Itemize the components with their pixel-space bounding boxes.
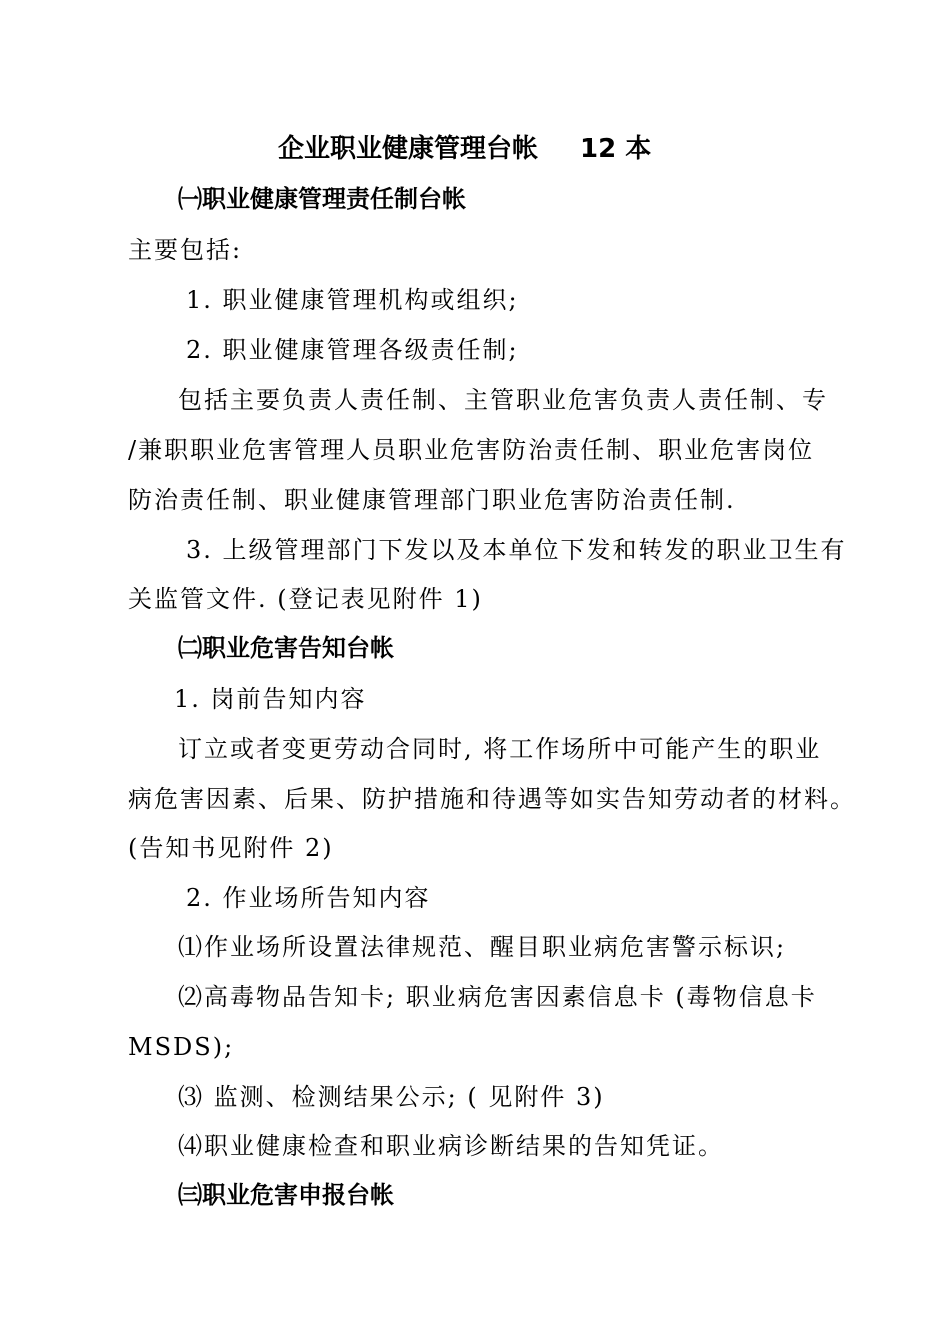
section2-heading: ㈡职业危害告知台帐	[178, 634, 394, 662]
section3-heading: ㈢职业危害申报台帐	[178, 1181, 394, 1209]
section1-para-line3: 防治责任制、职业健康管理部门职业危害防治责任制.	[128, 486, 736, 514]
section1-para-line2: /兼职职业危害管理人员职业危害防治责任制、职业危害岗位	[128, 436, 815, 464]
section1-intro: 主要包括:	[128, 236, 243, 264]
section1-heading: ㈠职业健康管理责任制台帐	[178, 185, 466, 213]
section1-para-line1: 包括主要负责人责任制、主管职业危害负责人责任制、专	[178, 386, 828, 414]
section2-point4: ⑷职业健康检查和职业病诊断结果的告知凭证。	[178, 1132, 724, 1160]
section2-sub2: 2. 作业场所告知内容	[186, 884, 431, 912]
title-count: 12 本	[580, 134, 652, 164]
document-title	[278, 136, 651, 162]
section2-sub1-line3: (告知书见附件 2)	[128, 834, 334, 862]
section2-sub1-line2: 病危害因素、后果、防护措施和待遇等如实告知劳动者的材料。	[128, 785, 856, 813]
section2-point1: ⑴作业场所设置法律规范、醒目职业病危害警示标识;	[178, 933, 787, 961]
section2-point2-line2: MSDS);	[128, 1033, 235, 1061]
section2-point3: ⑶ 监测、检测结果公示; ( 见附件 3)	[178, 1083, 605, 1111]
section2-point2-line1: ⑵高毒物品告知卡; 职业病危害因素信息卡 (毒物信息卡	[178, 983, 817, 1011]
section1-item3-line2: 关监管文件. (登记表见附件 1)	[128, 585, 483, 613]
section2-sub1-line1: 订立或者变更劳动合同时, 将工作场所中可能产生的职业	[178, 735, 822, 763]
title-text: 企业职业健康管理台帐	[278, 134, 539, 164]
section1-item1: 1. 职业健康管理机构或组织;	[186, 286, 519, 314]
section2-sub1: 1. 岗前告知内容	[174, 685, 367, 713]
section1-item3-line1: 3. 上级管理部门下发以及本单位下发和转发的职业卫生有	[186, 536, 847, 564]
section1-item2: 2. 职业健康管理各级责任制;	[186, 336, 519, 364]
